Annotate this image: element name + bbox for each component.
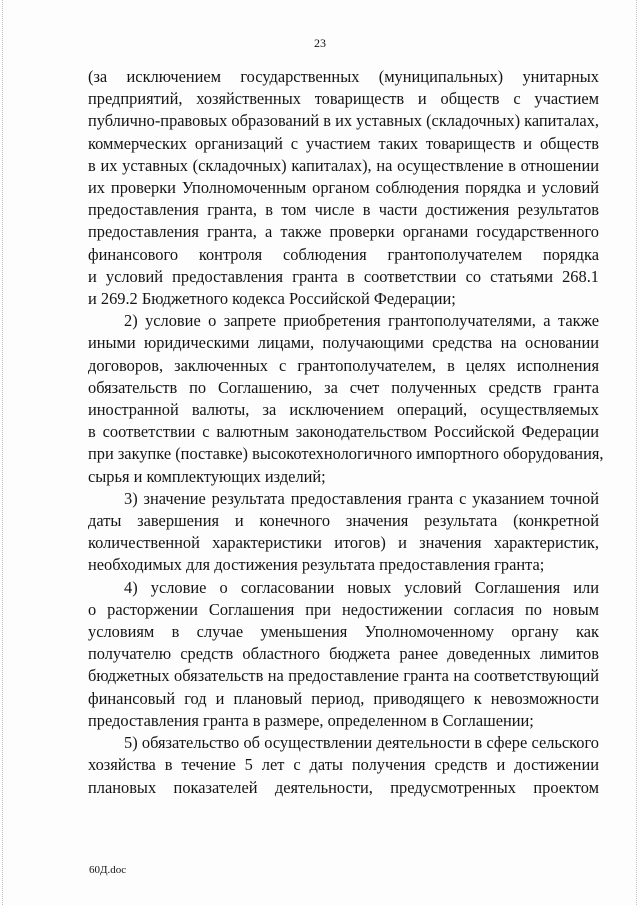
text-line: 5) обязательство об осуществлении деятельности в сфере сельского: [124, 733, 599, 753]
text-line: обязательств по Соглашению, за счет полученных средств гранта: [88, 377, 599, 397]
text-line: даты завершения и конечного значения результата (конкретной: [88, 511, 599, 531]
text-line: 3) значение результата предоставления гранта с указанием точной: [124, 488, 599, 508]
text-line: предоставления гранта в размере, определенном в Соглашении;: [88, 710, 534, 730]
text-line: бюджетных обязательств на предоставление гранта на соответствующий: [88, 666, 599, 686]
text-line: предприятий, хозяйственных товариществ и обществ с участием: [88, 89, 599, 109]
text-line: необходимых для достижения результата предоставления гранта;: [88, 555, 545, 575]
text-line: договоров, заключенных с грантополучателем, в целях исполнения: [88, 355, 599, 375]
text-line: хозяйства в течение 5 лет с даты получения средств и достижении: [88, 755, 599, 775]
page-number: 23: [314, 36, 326, 50]
paragraph-p3: [88, 488, 599, 577]
text-line: финансового контроля соблюдения грантополучателем порядка: [88, 244, 599, 264]
text-line: плановых показателей деятельности, предусмотренных проектом: [88, 777, 599, 797]
text-line: получателю средств областного бюджета ранее доведенных лимитов: [88, 644, 599, 664]
scan-edge-left: [2, 0, 3, 905]
text-line: количественной характеристики итогов) и значения характеристик,: [88, 533, 599, 553]
scan-edge-right: [636, 0, 637, 905]
text-line: в их уставных (складочных) капиталах), на осуществление в отношении: [88, 155, 599, 175]
text-line: и 269.2 Бюджетного кодекса Российской Федерации;: [88, 289, 456, 309]
text-line: иностранной валюты, за исключением операций, осуществляемых: [88, 400, 599, 420]
text-line: о расторжении Соглашения при недостижении согласия по новым: [88, 599, 599, 619]
paragraph-cont: [88, 66, 599, 310]
paragraph-p5: [88, 732, 599, 799]
text-line: условиям в случае уменьшения Уполномоченному органу как: [88, 622, 599, 642]
text-line: сырья и комплектующих изделий;: [88, 466, 326, 486]
text-line: в соответствии с валютным законодательством Российской Федерации: [88, 422, 599, 442]
text-line: предоставления гранта, в том числе в части достижения результатов: [88, 200, 599, 220]
text-line: (за исключением государственных (муниципальных) унитарных: [88, 67, 599, 86]
text-line: 4) условие о согласовании новых условий Соглашения или: [124, 577, 599, 597]
text-line: иными юридическими лицами, получающими средства на основании: [88, 333, 599, 353]
text-line: и условий предоставления гранта в соответствии со статьями 268.1: [88, 266, 599, 286]
text-line: при закупке (поставке) высокотехнологичного импортного оборудования,: [88, 444, 604, 464]
paragraph-p2: [88, 310, 604, 488]
text-line: коммерческих организаций с участием таких товариществ и обществ: [88, 133, 599, 153]
file-name-footer: 60Д.doc: [89, 864, 127, 876]
text-line: предоставления гранта, а также проверки органами государственного: [88, 222, 599, 242]
text-line: финансовый год и плановый период, приводящего к невозможности: [88, 688, 599, 708]
text-line: 2) условие о запрете приобретения грантополучателями, а также: [124, 311, 599, 331]
paragraph-p4: [88, 577, 599, 732]
text-line: публично-правовых образований в их уставных (складочных) капиталах,: [88, 111, 599, 131]
document-body: [88, 66, 604, 799]
text-line: их проверки Уполномоченным органом соблюдения порядка и условий: [88, 178, 599, 198]
